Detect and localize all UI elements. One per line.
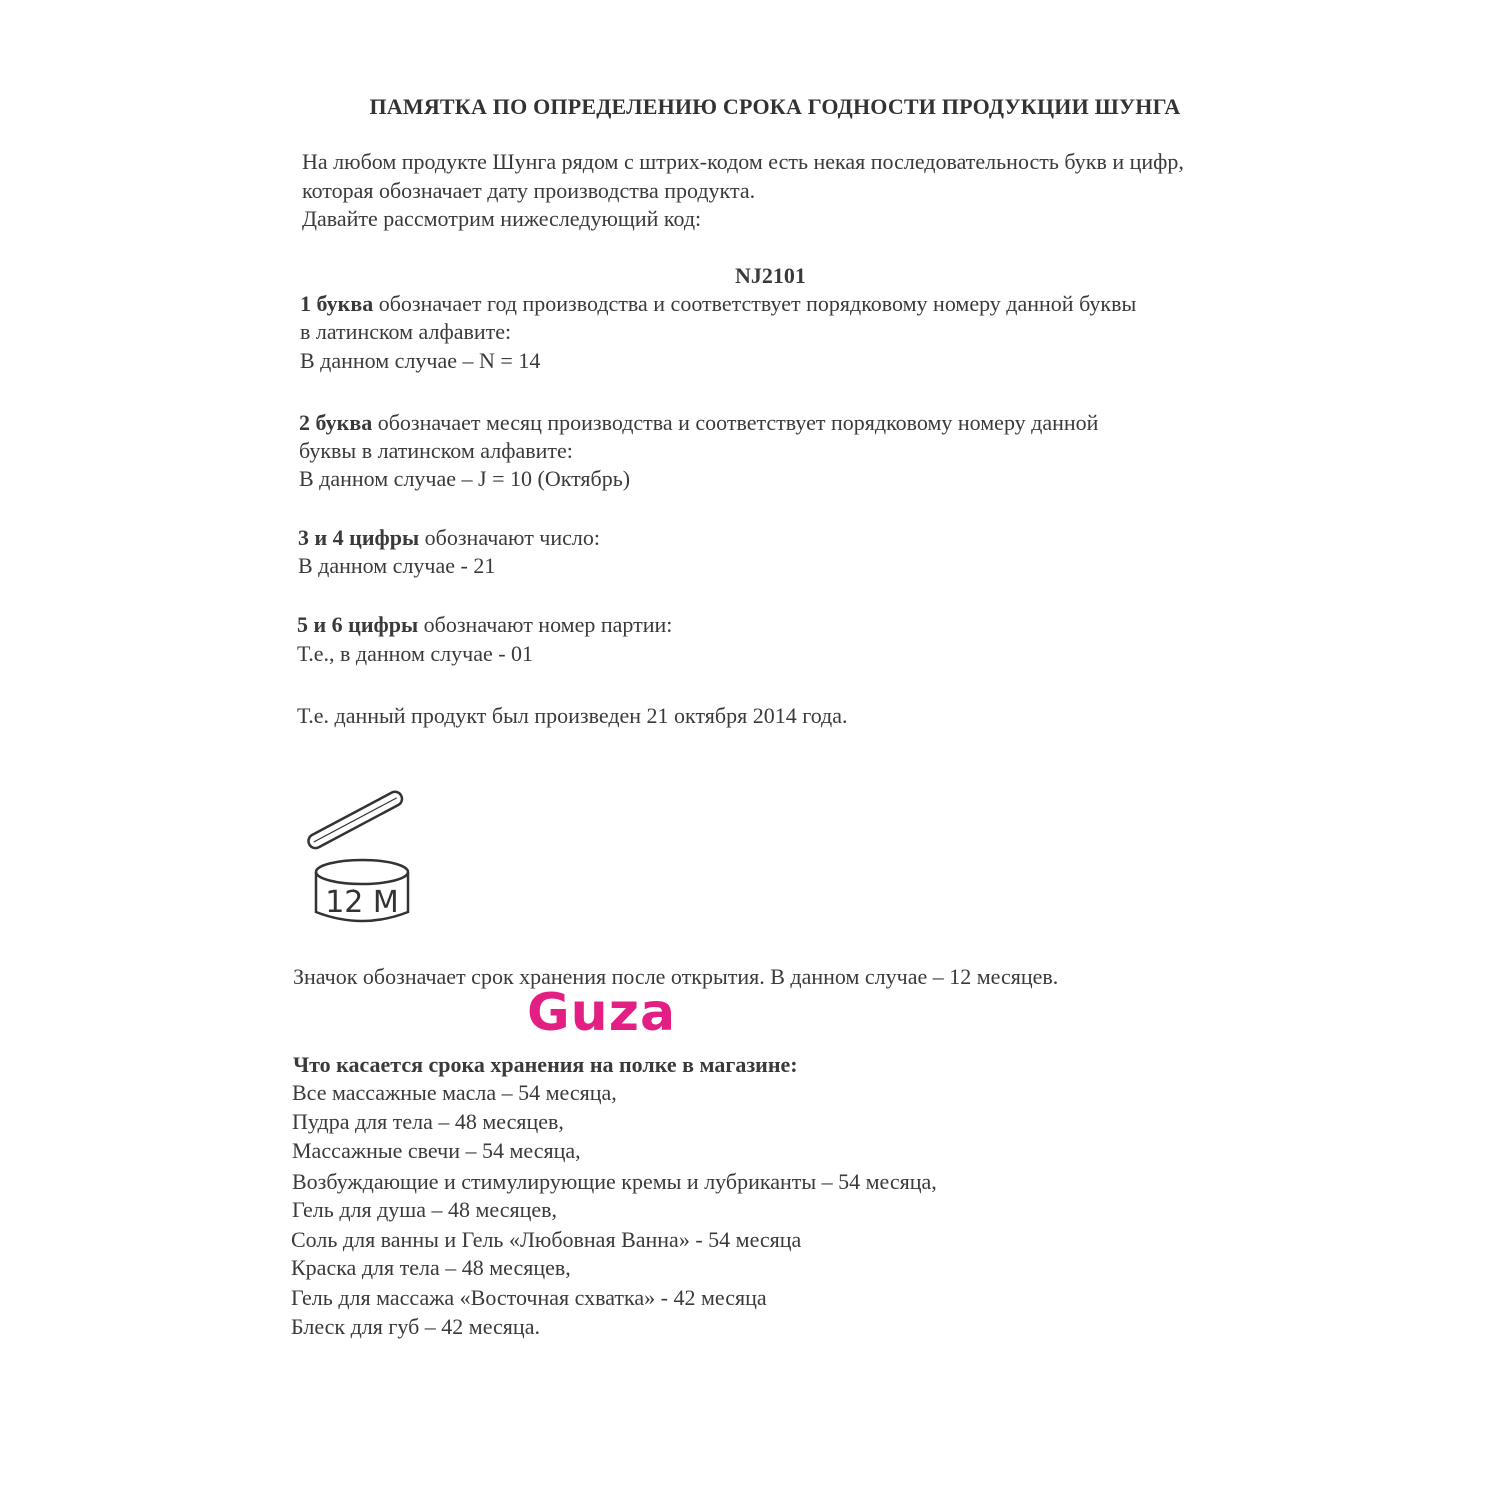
guza-watermark: Guza	[527, 983, 677, 1043]
shelf-item: Все массажные масла – 54 месяца,	[292, 1080, 617, 1105]
icon-label: 12 M	[325, 885, 399, 920]
section-2-text: обозначает месяц производства и соответствует порядковому номеру данной	[372, 410, 1099, 435]
open-jar-icon	[298, 780, 428, 930]
section-2-example: В данном случае – J = 10 (Октябрь)	[299, 466, 631, 491]
icon-caption: Значок обозначает срок хранения после открытия. В данном случае – 12 месяцев.	[293, 964, 1059, 989]
section-2-line	[299, 409, 1098, 437]
section-2-label: 2 буква	[299, 410, 373, 435]
intro-line: На любом продукте Шунга рядом с штрих-кодом есть некая последовательность букв и цифр,	[302, 149, 1184, 174]
shelf-item: Блеск для губ – 42 месяца.	[291, 1314, 540, 1339]
section-3-text: обозначают число:	[419, 525, 600, 550]
section-1-example: В данном случае – N = 14	[300, 348, 541, 373]
shelf-title: Что касается срока хранения на полке в магазине:	[293, 1052, 798, 1077]
shelf-item: Массажные свечи – 54 месяца,	[292, 1138, 581, 1163]
document-title: ПАМЯТКА ПО ОПРЕДЕЛЕНИЮ СРОКА ГОДНОСТИ ПРОДУКЦИИ ШУНГА	[369, 94, 1181, 119]
section-3-example: В данном случае - 21	[298, 553, 496, 578]
example-code: NJ2101	[735, 263, 806, 288]
shelf-item: Возбуждающие и стимулирующие кремы и лубриканты – 54 месяца,	[292, 1169, 937, 1194]
section-1-text: обозначает год производства и соответствует порядковому номеру данной буквы	[373, 291, 1137, 316]
section-4-label: 5 и 6 цифры	[297, 612, 419, 637]
shelf-item: Гель для душа – 48 месяцев,	[292, 1197, 558, 1222]
shelf-item: Гель для массажа «Восточная схватка» - 42 месяца	[291, 1285, 767, 1310]
shelf-item: Пудра для тела – 48 месяцев,	[292, 1109, 564, 1134]
conclusion: Т.е. данный продукт был произведен 21 октября 2014 года.	[297, 703, 848, 728]
section-3-line	[298, 524, 600, 552]
shelf-item: Краска для тела – 48 месяцев,	[291, 1255, 571, 1280]
section-1-label: 1 буква	[300, 291, 374, 316]
section-4-example: Т.е., в данном случае - 01	[297, 641, 534, 666]
section-1-line2: в латинском алфавите:	[300, 319, 512, 344]
shelf-item: Соль для ванны и Гель «Любовная Ванна» - 54 месяца	[291, 1227, 802, 1252]
section-2-line2: буквы в латинском алфавите:	[299, 438, 573, 463]
intro-line: которая обозначает дату производства продукта.	[302, 178, 756, 203]
section-1-line	[300, 290, 1136, 318]
intro-line: Давайте рассмотрим нижеследующий код:	[302, 206, 702, 231]
section-3-label: 3 и 4 цифры	[298, 525, 420, 550]
section-4-line	[297, 611, 672, 639]
section-4-text: обозначают номер партии:	[418, 612, 673, 637]
